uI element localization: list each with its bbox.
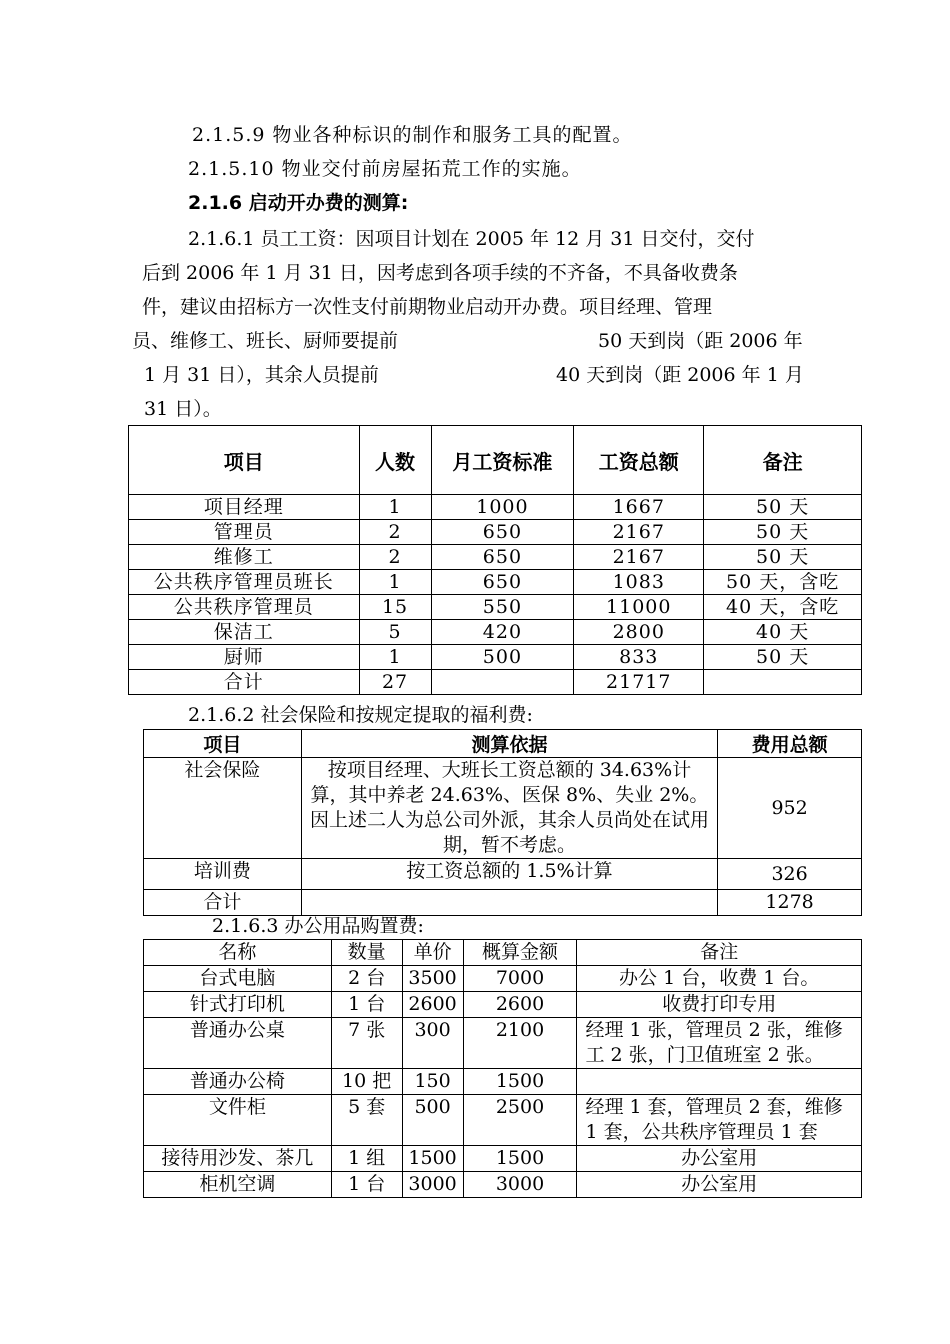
table-cell: 针式打印机	[144, 992, 332, 1018]
table-cell: 326	[718, 859, 862, 890]
table-cell: 650	[431, 545, 574, 570]
subsection-2-1-6-2: 2.1.6.2 社会保险和按规定提取的福利费:	[188, 704, 533, 726]
header-cell: 人数	[359, 426, 431, 495]
table-cell: 1	[359, 645, 431, 670]
paragraph-line: 员、维修工、班长、厨师要提前	[132, 330, 399, 352]
table-cell: 1667	[574, 495, 704, 520]
paragraph-line: 50 天到岗（距 2006 年	[598, 330, 803, 352]
paragraph-line: 2.1.6.1 员工工资：因项目计划在 2005 年 12 月 31 日交付，交付	[188, 228, 755, 250]
table-cell: 收费打印专用	[577, 992, 862, 1018]
table-cell: 厨师	[129, 645, 360, 670]
table-cell: 按项目经理、大班长工资总额的 34.63%计算，其中养老 24.63%、医保 8%、失业 2%。因上述二人为总公司外派，其余人员尚处在试用期，暂不考虑。	[301, 758, 717, 859]
table-cell	[301, 890, 717, 916]
table-cell: 2800	[574, 620, 704, 645]
table-cell: 952	[718, 758, 862, 859]
table-cell: 1083	[574, 570, 704, 595]
table-cell: 2	[359, 520, 431, 545]
table-row	[129, 595, 862, 620]
table-cell: 柜机空调	[144, 1172, 332, 1198]
table-cell: 3000	[402, 1172, 463, 1198]
header-cell: 备注	[577, 940, 862, 966]
table-row	[144, 1172, 862, 1198]
table-cell: 项目经理	[129, 495, 360, 520]
insurance-table	[143, 729, 862, 916]
table-cell: 2500	[463, 1095, 577, 1146]
table-cell: 3000	[463, 1172, 577, 1198]
table-cell: 合计	[129, 670, 360, 695]
header-cell: 月工资标准	[431, 426, 574, 495]
table-cell: 普通办公桌	[144, 1018, 332, 1069]
table-cell: 50 天	[704, 495, 862, 520]
header-cell: 测算依据	[301, 730, 717, 758]
header-cell: 项目	[129, 426, 360, 495]
table-cell: 2100	[463, 1018, 577, 1069]
table-cell: 650	[431, 570, 574, 595]
table-row	[144, 890, 862, 916]
table-cell: 833	[574, 645, 704, 670]
table-cell: 经理 1 张，管理员 2 张，维修工 2 张，门卫值班室 2 张。	[577, 1018, 862, 1069]
table-cell	[577, 1069, 862, 1095]
table-cell: 接待用沙发、茶几	[144, 1146, 332, 1172]
table-cell: 1500	[402, 1146, 463, 1172]
table-cell: 40 天	[704, 620, 862, 645]
table-cell: 2	[359, 545, 431, 570]
table-cell: 500	[431, 645, 574, 670]
table-cell: 1 台	[331, 992, 402, 1018]
header-cell: 名称	[144, 940, 332, 966]
paragraph-line: 40 天到岗（距 2006 年 1 月	[556, 364, 804, 386]
table-cell: 社会保险	[144, 758, 302, 859]
table-header-row	[129, 426, 862, 495]
table-cell: 550	[431, 595, 574, 620]
table-cell: 500	[402, 1095, 463, 1146]
paragraph-line: 1 月 31 日），其余人员提前	[144, 364, 379, 386]
salary-table	[128, 425, 862, 695]
office-supplies-table	[143, 939, 862, 1198]
table-cell: 培训费	[144, 859, 302, 890]
table-cell: 50 天，含吃	[704, 570, 862, 595]
table-row	[144, 1146, 862, 1172]
table-cell: 办公室用	[577, 1146, 862, 1172]
paragraph-line: 件，建议由招标方一次性支付前期物业启动开办费。项目经理、管理	[142, 296, 713, 318]
table-cell: 普通办公椅	[144, 1069, 332, 1095]
table-row	[144, 1018, 862, 1069]
table-row	[129, 570, 862, 595]
table-cell: 40 天，含吃	[704, 595, 862, 620]
table-cell: 1278	[718, 890, 862, 916]
table-cell: 10 把	[331, 1069, 402, 1095]
table-header-row	[144, 940, 862, 966]
paragraph-line: 后到 2006 年 1 月 31 日，因考虑到各项手续的不齐备，不具备收费条	[142, 262, 738, 284]
table-row	[144, 1069, 862, 1095]
table-row	[144, 966, 862, 992]
table-cell: 办公室用	[577, 1172, 862, 1198]
table-cell: 50 天	[704, 545, 862, 570]
table-cell	[704, 670, 862, 695]
table-cell: 7 张	[331, 1018, 402, 1069]
table-row	[129, 495, 862, 520]
table-cell: 按工资总额的 1.5%计算	[301, 859, 717, 890]
table-cell: 文件柜	[144, 1095, 332, 1146]
header-cell: 概算金额	[463, 940, 577, 966]
header-cell: 项目	[144, 730, 302, 758]
header-cell: 单价	[402, 940, 463, 966]
header-cell: 工资总额	[574, 426, 704, 495]
table-row	[129, 670, 862, 695]
table-row	[144, 1095, 862, 1146]
header-cell: 数量	[331, 940, 402, 966]
table-cell: 50 天	[704, 645, 862, 670]
table-cell: 50 天	[704, 520, 862, 545]
table-cell: 1 组	[331, 1146, 402, 1172]
table-cell: 11000	[574, 595, 704, 620]
table-cell: 150	[402, 1069, 463, 1095]
table-row	[144, 992, 862, 1018]
table-cell: 2600	[402, 992, 463, 1018]
table-cell: 5 套	[331, 1095, 402, 1146]
table-cell: 3500	[402, 966, 463, 992]
table-cell: 2 台	[331, 966, 402, 992]
table-cell: 27	[359, 670, 431, 695]
table-row	[129, 620, 862, 645]
section-heading: 2.1.6 启动开办费的测算:	[188, 192, 409, 214]
table-cell: 1	[359, 570, 431, 595]
paragraph-2-1-5-10: 2.1.5.10 物业交付前房屋拓荒工作的实施。	[188, 158, 582, 180]
header-cell: 备注	[704, 426, 862, 495]
table-row	[129, 520, 862, 545]
table-cell: 1500	[463, 1146, 577, 1172]
table-cell: 650	[431, 520, 574, 545]
table-cell: 经理 1 套，管理员 2 套，维修 1 套，公共秩序管理员 1 套	[577, 1095, 862, 1146]
table-cell: 保洁工	[129, 620, 360, 645]
table-cell: 300	[402, 1018, 463, 1069]
table-row	[129, 545, 862, 570]
table-row	[144, 758, 862, 859]
table-cell: 1 台	[331, 1172, 402, 1198]
table-header-row	[144, 730, 862, 758]
table-cell: 2167	[574, 520, 704, 545]
table-cell	[431, 670, 574, 695]
paragraph-line: 31 日）。	[144, 398, 222, 420]
table-cell: 2600	[463, 992, 577, 1018]
table-cell: 5	[359, 620, 431, 645]
table-cell: 公共秩序管理员班长	[129, 570, 360, 595]
table-cell: 1000	[431, 495, 574, 520]
table-cell: 420	[431, 620, 574, 645]
table-cell: 管理员	[129, 520, 360, 545]
table-cell: 2167	[574, 545, 704, 570]
table-cell: 21717	[574, 670, 704, 695]
table-cell: 合计	[144, 890, 302, 916]
table-cell: 1500	[463, 1069, 577, 1095]
subsection-2-1-6-3: 2.1.6.3 办公用品购置费:	[212, 915, 424, 937]
table-cell: 维修工	[129, 545, 360, 570]
header-cell: 费用总额	[718, 730, 862, 758]
table-cell: 15	[359, 595, 431, 620]
table-row	[129, 645, 862, 670]
table-cell: 办公 1 台，收费 1 台。	[577, 966, 862, 992]
paragraph-2-1-5-9: 2.1.5.9 物业各种标识的制作和服务工具的配置。	[192, 124, 633, 146]
table-cell: 公共秩序管理员	[129, 595, 360, 620]
table-row	[144, 859, 862, 890]
table-cell: 1	[359, 495, 431, 520]
table-cell: 7000	[463, 966, 577, 992]
table-cell: 台式电脑	[144, 966, 332, 992]
